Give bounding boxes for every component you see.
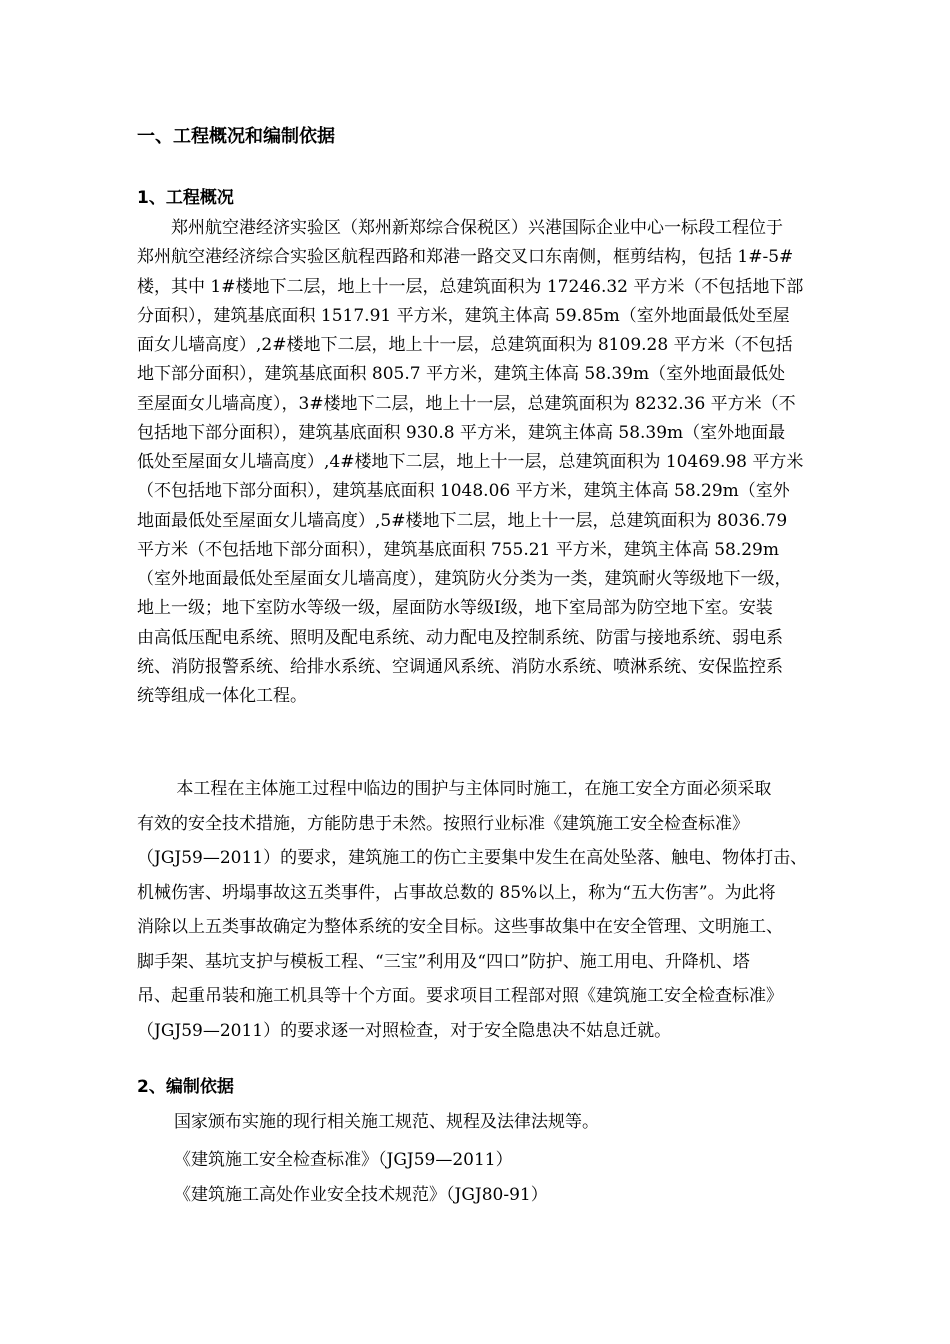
- basis-item: 《建筑施工安全检查标准》（JGJ59—2011）: [174, 1150, 513, 1170]
- paragraph-line: 郑州航空港经济实验区（郑州新郑综合保税区）兴港国际企业中心一标段工程位于: [137, 218, 783, 238]
- section-title: 一、工程概况和编制依据: [137, 126, 335, 147]
- subsection-title-overview: 1、工程概况: [137, 188, 234, 208]
- paragraph-line: （JGJ59—2011）的要求，建筑施工的伤亡主要集中发生在高处坠落、触电、物体打击、: [137, 848, 808, 868]
- paragraph-line: 低处至屋面女儿墙高度）,4#楼地下二层，地上十一层，总建筑面积为 10469.98 平方米: [137, 452, 804, 472]
- overview-paragraph-1: [137, 214, 877, 711]
- subsection-title-basis: 2、编制依据: [137, 1077, 234, 1097]
- paragraph-line: 统等组成一体化工程。: [137, 686, 307, 706]
- paragraph-line: 脚手架、基坑支护与模板工程、“三宝”利用及“四口”防护、施工用电、升降机、塔: [137, 951, 750, 972]
- paragraph-line: 楼，其中 1#楼地下二层，地上十一层，总建筑面积为 17246.32 平方米（不包括地下部: [137, 276, 804, 297]
- basis-item: 国家颁布实施的现行相关施工规范、规程及法律法规等。: [174, 1112, 599, 1132]
- paragraph-line: 消除以上五类事故确定为整体系统的安全目标。这些事故集中在安全管理、文明施工、: [137, 917, 783, 937]
- overview-paragraph-2: [137, 772, 877, 1048]
- paragraph-line: 统、消防报警系统、给排水系统、空调通风系统、消防水系统、喷淋系统、安保监控系: [137, 656, 783, 677]
- paragraph-line: 本工程在主体施工过程中临边的围护与主体同时施工，在施工安全方面必须采取: [137, 779, 772, 799]
- paragraph-line: 地上一级；地下室防水等级一级，屋面防水等级Ⅰ级，地下室局部为防空地下室。安装: [137, 598, 773, 619]
- paragraph-line: 面女儿墙高度）,2#楼地下二层，地上十一层，总建筑面积为 8109.28 平方米（不包括: [137, 335, 793, 355]
- paragraph-line: 机械伤害、坍塌事故这五类事件，占事故总数的 85%以上，称为“五大伤害”。为此将: [137, 882, 776, 903]
- paragraph-line: 郑州航空港经济综合实验区航程西路和郑港一路交叉口东南侧，框剪结构，包括 1#-5#: [137, 247, 794, 268]
- paragraph-line: （室外地面最低处至屋面女儿墙高度），建筑防火分类为一类，建筑耐火等级地下一级，: [137, 569, 792, 589]
- paragraph-line: 分面积），建筑基底面积 1517.91 平方米，建筑主体高 59.85m（室外地面最低处至屋: [137, 305, 790, 326]
- paragraph-line: 吊、起重吊装和施工机具等十个方面。要求项目工程部对照《建筑施工安全检查标准》: [137, 986, 783, 1006]
- paragraph-line: 地面最低处至屋面女儿墙高度）,5#楼地下二层，地上十一层，总建筑面积为 8036.79: [137, 510, 788, 531]
- paragraph-line: （JGJ59—2011）的要求逐一对照检查，对于安全隐患决不姑息迁就。: [137, 1020, 672, 1041]
- basis-item: 《建筑施工高处作业安全技术规范》（JGJ80-91）: [174, 1185, 548, 1205]
- paragraph-line: 地下部分面积），建筑基底面积 805.7 平方米，建筑主体高 58.39m（室外地面最低处: [137, 364, 786, 385]
- paragraph-line: 至屋面女儿墙高度），3#楼地下二层，地上十一层，总建筑面积为 8232.36 平方米（不: [137, 393, 796, 414]
- paragraph-line: （不包括地下部分面积），建筑基底面积 1048.06 平方米，建筑主体高 58.29m（室外: [137, 481, 790, 502]
- paragraph-line: 平方米（不包括地下部分面积），建筑基底面积 755.21 平方米，建筑主体高 58.29m: [137, 539, 779, 560]
- paragraph-line: 有效的安全技术措施，方能防患于未然。按照行业标准《建筑施工安全检查标准》: [137, 813, 749, 834]
- paragraph-line: 由高低压配电系统、照明及配电系统、动力配电及控制系统、防雷与接地系统、弱电系: [137, 627, 783, 648]
- paragraph-line: 包括地下部分面积），建筑基底面积 930.8 平方米，建筑主体高 58.39m（室外地面最: [137, 422, 786, 443]
